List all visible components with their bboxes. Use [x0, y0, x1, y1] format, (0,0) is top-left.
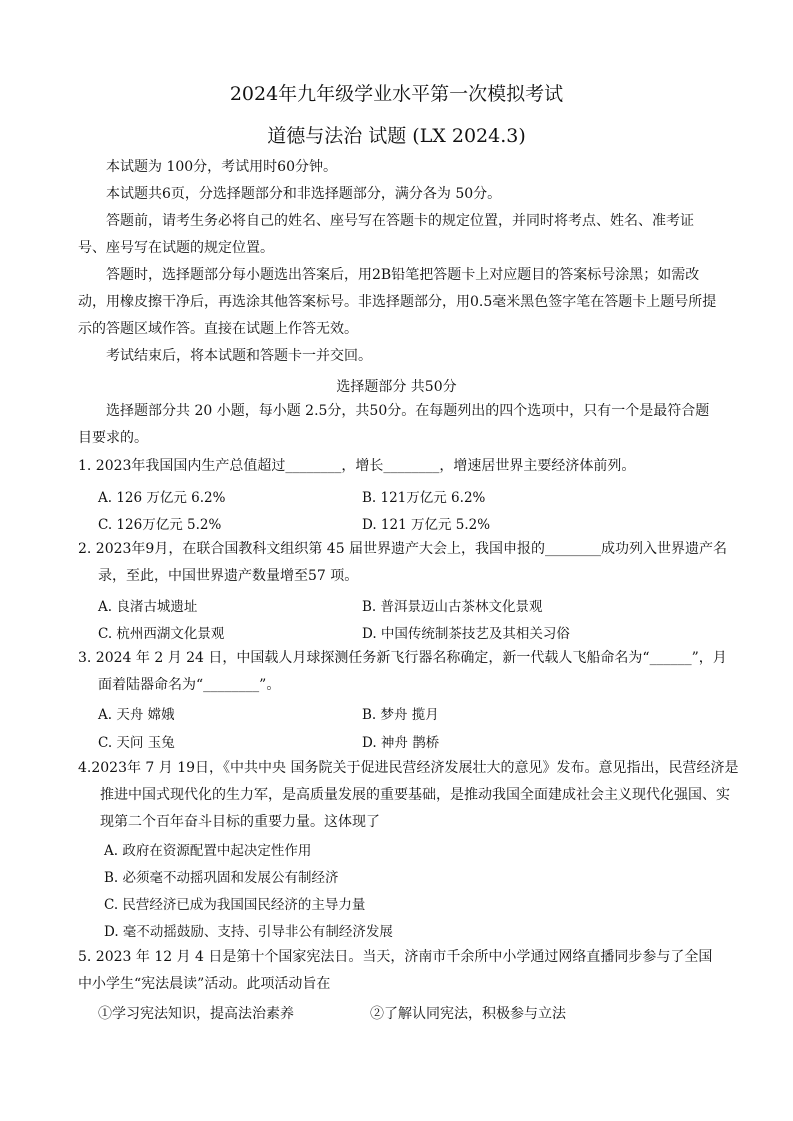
question-2-option-d: D. 中国传统制茶技艺及其相关习俗	[362, 626, 570, 642]
question-1-option-d: D. 121 万亿元 5.2%	[362, 517, 491, 533]
exam-title: 2024年九年级学业水平第一次模拟考试	[229, 83, 564, 105]
instruction-3: 答题前，请考生务必将自己的姓名、座号写在答题卡的规定位置，并同时将考点、姓名、准考证号、座号写在试题的规定位置。	[78, 213, 694, 256]
section-intro: 选择题部分共 20 小题，每小题 2.5分，共50分。在每题列出的四个选项中，只有一个是最符合题目要求的。	[78, 403, 710, 446]
question-3-option-b: B. 梦舟 揽月	[362, 707, 439, 723]
instruction-2: 本试题共6页，分选择题部分和非选择题部分，满分各为 50分。	[106, 186, 502, 202]
question-1-option-c: C. 126万亿元 5.2%	[98, 517, 222, 533]
question-5-statement-2: ②了解认同宪法，积极参与立法	[370, 1006, 566, 1022]
exam-subtitle: 道德与法治 试题 (LX 2024.3)	[267, 125, 526, 147]
question-2-option-a: A. 良渚古城遗址	[98, 599, 198, 615]
question-4-option-c: C. 民营经济已成为我国国民经济的主导力量	[104, 897, 366, 913]
question-3-option-d: D. 神舟 鹊桥	[362, 735, 440, 751]
question-3-option-a: A. 天舟 嫦娥	[98, 707, 175, 723]
question-2-option-c: C. 杭州西湖文化景观	[98, 626, 225, 642]
question-2-option-b: B. 普洱景迈山古茶林文化景观	[362, 599, 543, 615]
instruction-4: 答题时，选择题部分每小题选出答案后，用2B铅笔把答题卡上对应题目的答案标号涂黑；如需改动，用橡皮擦干净后，再选涂其他答案标号。非选择题部分，用0.5毫米黑色签字笔在答题卡上题号所提示的答题区域作答。直接在试题上作答无效。	[78, 267, 717, 337]
question-2-stem: 2. 2023年9月，在联合国教科文组织第 45 届世界遗产大会上，我国申报的________成功列入世界遗产名录，至此，中国世界遗产数量增至57 项。	[78, 541, 728, 584]
question-4-option-b: B. 必须毫不动摇巩固和发展公有制经济	[104, 870, 339, 886]
question-5-statement-1: ①学习宪法知识，提高法治素养	[98, 1006, 294, 1022]
question-1-option-b: B. 121万亿元 6.2%	[362, 490, 486, 506]
question-4-stem: 4.2023年 7 月 19日，《中共中央 国务院关于促进民营经济发展壮大的意见》发布。意见指出，民营经济是推进中国式现代化的生力军，是高质量发展的重要基础，是推动我国全面建成社会主义现代化强国、实现第二个百年奋斗目标的重要力量。这体现了	[78, 760, 739, 830]
instruction-5: 考试结束后，将本试题和答题卡一并交回。	[106, 348, 372, 364]
instruction-1: 本试题为 100分，考试用时60分钟。	[106, 159, 337, 175]
question-3-stem: 3. 2024 年 2 月 24 日，中国载人月球探测任务新飞行器名称确定，新一代载人飞船命名为“______”，月面着陆器命名为“________”。	[78, 650, 727, 693]
question-1-option-a: A. 126 万亿元 6.2%	[98, 490, 226, 506]
question-4-option-d: D. 毫不动摇鼓励、支持、引导非公有制经济发展	[104, 924, 393, 940]
question-1-stem: 1. 2023年我国国内生产总值超过________，增长________，增速居世界主要经济体前列。	[78, 458, 636, 474]
question-5-stem: 5. 2023 年 12 月 4 日是第十个国家宪法日。当天，济南市千余所中小学通过网络直播同步参与了全国中小学生“宪法晨读”活动。此项活动旨在	[78, 949, 713, 992]
question-4-option-a: A. 政府在资源配置中起决定性作用	[104, 843, 312, 859]
section-title: 选择题部分 共50分	[336, 379, 457, 395]
question-3-option-c: C. 天问 玉兔	[98, 735, 175, 751]
